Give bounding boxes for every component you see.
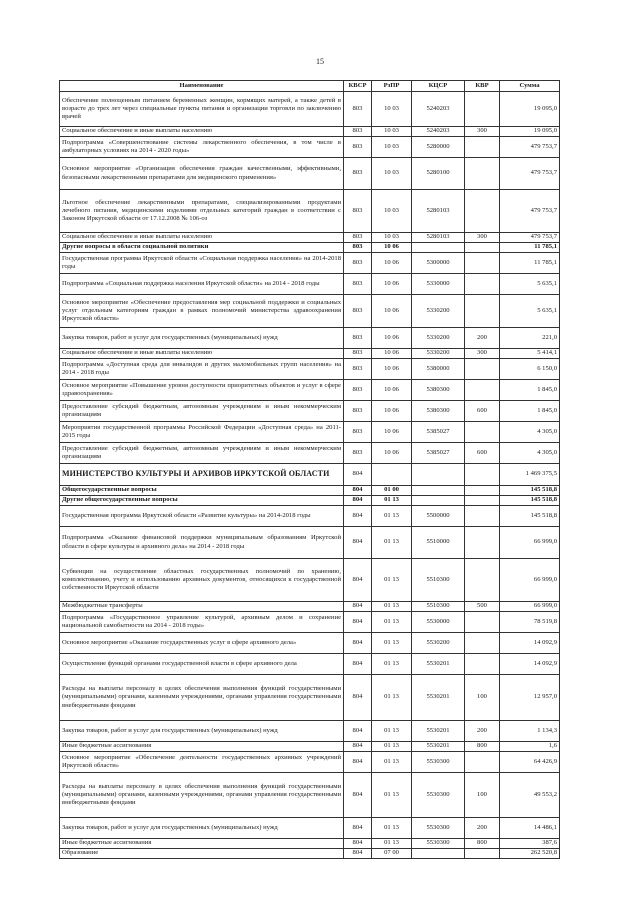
row-rzpr: 10 06 bbox=[372, 295, 412, 328]
row-sum: 64 426,9 bbox=[500, 752, 560, 773]
row-rzpr: 01 13 bbox=[372, 721, 412, 742]
row-rzpr: 10 06 bbox=[372, 328, 412, 349]
row-name: Льготное обеспечение лекарственными препаратами, специализированными продуктами лечебного питания, медицинскими изделиями отдельных категорий граждан в соответствии с Законом Иркутской области от 17.12.2008 № 106-оз bbox=[60, 190, 344, 233]
row-kvsr: 804 bbox=[344, 752, 372, 773]
row-rzpr: 10 03 bbox=[372, 190, 412, 233]
row-kcsr: 5330200 bbox=[412, 349, 465, 359]
row-kvsr: 804 bbox=[344, 742, 372, 752]
row-kvsr: 803 bbox=[344, 328, 372, 349]
row-kvsr: 803 bbox=[344, 274, 372, 295]
row-kvsr: 804 bbox=[344, 496, 372, 506]
row-kvr: 600 bbox=[465, 401, 500, 422]
row-name: Субвенции на осуществление областных государственных полномочий по хранению, комплектованию, учету и использованию архивных документов, относящихся к государственной собственности Иркутской области bbox=[60, 559, 344, 602]
row-kvr: 200 bbox=[465, 818, 500, 839]
row-kvsr: 804 bbox=[344, 612, 372, 633]
row-sum: 14 092,9 bbox=[500, 654, 560, 675]
row-kcsr: 5530000 bbox=[412, 612, 465, 633]
row-name: Основное мероприятие «Повышение уровня доступности приоритетных объектов и услуг в сфере здравоохранения» bbox=[60, 380, 344, 401]
row-name: Социальное обеспечение и иные выплаты населению bbox=[60, 233, 344, 243]
row-rzpr: 10 03 bbox=[372, 92, 412, 127]
row-kvsr: 803 bbox=[344, 401, 372, 422]
row-kvsr: 803 bbox=[344, 233, 372, 243]
row-name: Подпрограмма «Государственное управление культурой, архивным делом и сохранение национальной самобытности на 2014 - 2018 годы» bbox=[60, 612, 344, 633]
table-row bbox=[60, 359, 560, 380]
row-kvr bbox=[465, 506, 500, 527]
table-row bbox=[60, 818, 560, 839]
row-kvr: 300 bbox=[465, 233, 500, 243]
row-kvsr: 804 bbox=[344, 839, 372, 849]
row-kvsr: 803 bbox=[344, 422, 372, 443]
row-kvsr: 803 bbox=[344, 295, 372, 328]
row-name: Мероприятия государственной программы Российской Федерации «Доступная среда» на 2011-2015 годы bbox=[60, 422, 344, 443]
row-sum: 11 785,1 bbox=[500, 243, 560, 253]
row-rzpr: 10 03 bbox=[372, 137, 412, 158]
row-rzpr: 01 13 bbox=[372, 742, 412, 752]
row-rzpr: 01 13 bbox=[372, 496, 412, 506]
row-kvsr: 804 bbox=[344, 464, 372, 486]
table-row bbox=[60, 274, 560, 295]
row-kcsr: 5380000 bbox=[412, 359, 465, 380]
row-kvsr: 804 bbox=[344, 506, 372, 527]
row-name: Социальное обеспечение и иные выплаты населению bbox=[60, 127, 344, 137]
header-rzpr: РзПР bbox=[372, 81, 412, 92]
row-kvr bbox=[465, 752, 500, 773]
table-row bbox=[60, 137, 560, 158]
row-sum: 1 845,0 bbox=[500, 380, 560, 401]
row-kvsr: 803 bbox=[344, 137, 372, 158]
row-kvr bbox=[465, 359, 500, 380]
row-kvr: 100 bbox=[465, 773, 500, 818]
row-kcsr: 5380300 bbox=[412, 401, 465, 422]
table-row bbox=[60, 349, 560, 359]
row-sum: 12 957,0 bbox=[500, 675, 560, 721]
row-kvr bbox=[465, 486, 500, 496]
row-name: Обеспечение полноценным питанием беременных женщин, кормящих матерей, а также детей в возрасте до трех лет через специальные пункты питания и организации торговли по заключению врачей bbox=[60, 92, 344, 127]
row-kvsr: 804 bbox=[344, 602, 372, 612]
table-row bbox=[60, 233, 560, 243]
row-sum: 1 469 375,5 bbox=[500, 464, 560, 486]
row-sum: 1 134,3 bbox=[500, 721, 560, 742]
row-rzpr: 01 13 bbox=[372, 839, 412, 849]
row-name: Основное мероприятие «Организация обеспечения граждан качественными, эффективными, безопасными лекарственными препаратами для медицинского применения» bbox=[60, 158, 344, 190]
header-kcsr: КЦСР bbox=[412, 81, 465, 92]
row-kvr: 200 bbox=[465, 721, 500, 742]
row-kvr: 800 bbox=[465, 742, 500, 752]
table-row bbox=[60, 380, 560, 401]
row-sum: 221,0 bbox=[500, 328, 560, 349]
row-sum: 14 092,9 bbox=[500, 633, 560, 654]
row-kvr: 300 bbox=[465, 127, 500, 137]
table-row bbox=[60, 486, 560, 496]
row-kcsr: 5330200 bbox=[412, 295, 465, 328]
table-row bbox=[60, 849, 560, 859]
row-sum: 66 999,0 bbox=[500, 527, 560, 559]
row-kvr bbox=[465, 190, 500, 233]
row-name: Осуществление функций органами государственной власти в сфере архивного дела bbox=[60, 654, 344, 675]
row-kvr bbox=[465, 496, 500, 506]
row-kvsr: 803 bbox=[344, 349, 372, 359]
row-rzpr: 10 06 bbox=[372, 401, 412, 422]
row-kvr bbox=[465, 243, 500, 253]
row-kcsr: 5500000 bbox=[412, 506, 465, 527]
row-kcsr: 5280103 bbox=[412, 190, 465, 233]
table-row bbox=[60, 496, 560, 506]
row-sum: 145 518,8 bbox=[500, 486, 560, 496]
row-rzpr: 01 13 bbox=[372, 654, 412, 675]
row-kcsr: 5530201 bbox=[412, 742, 465, 752]
row-sum: 78 519,8 bbox=[500, 612, 560, 633]
row-kvr bbox=[465, 422, 500, 443]
table-row bbox=[60, 633, 560, 654]
row-sum: 479 753,7 bbox=[500, 137, 560, 158]
row-kvr: 600 bbox=[465, 443, 500, 464]
row-kvr bbox=[465, 559, 500, 602]
row-name: Предоставление субсидий бюджетным, автономным учреждениям и иным некоммерческим организациям bbox=[60, 443, 344, 464]
table-row bbox=[60, 401, 560, 422]
row-kcsr: 5300000 bbox=[412, 253, 465, 274]
row-sum: 145 518,8 bbox=[500, 506, 560, 527]
row-rzpr bbox=[372, 464, 412, 486]
table-row bbox=[60, 328, 560, 349]
row-name: Закупка товаров, работ и услуг для государственных (муниципальных) нужд bbox=[60, 328, 344, 349]
row-kcsr: 5530300 bbox=[412, 773, 465, 818]
table-header-row bbox=[60, 81, 560, 92]
row-kvr bbox=[465, 295, 500, 328]
row-name: Подпрограмма «Доступная среда для инвалидов и других маломобильных групп населения» на 2014 - 2018 годы bbox=[60, 359, 344, 380]
row-kcsr: 5280000 bbox=[412, 137, 465, 158]
row-kvsr: 804 bbox=[344, 721, 372, 742]
row-name: Основное мероприятие «Обеспечение предоставления мер социальной поддержки и социальных услуг отдельным категориям граждан в рамках полномочий министерства здравоохранения Иркутской области» bbox=[60, 295, 344, 328]
row-rzpr: 01 13 bbox=[372, 675, 412, 721]
row-name: Основное мероприятие «Оказание государственных услуг в сфере архивного дела» bbox=[60, 633, 344, 654]
row-rzpr: 01 13 bbox=[372, 559, 412, 602]
table-row bbox=[60, 752, 560, 773]
row-name: Межбюджетные трансферты bbox=[60, 602, 344, 612]
row-rzpr: 01 13 bbox=[372, 633, 412, 654]
row-name: Подпрограмма «Совершенствование системы лекарственного обеспечения, в том числе в амбулаторных условиях на 2014 - 2020 годы» bbox=[60, 137, 344, 158]
row-sum: 262 520,8 bbox=[500, 849, 560, 859]
table-row bbox=[60, 127, 560, 137]
row-rzpr: 10 03 bbox=[372, 233, 412, 243]
row-kcsr bbox=[412, 496, 465, 506]
row-kcsr: 5530201 bbox=[412, 675, 465, 721]
row-kvsr: 803 bbox=[344, 443, 372, 464]
row-name: Закупка товаров, работ и услуг для государственных (муниципальных) нужд bbox=[60, 818, 344, 839]
row-rzpr: 01 13 bbox=[372, 612, 412, 633]
row-kcsr: 5280100 bbox=[412, 158, 465, 190]
row-name: Образование bbox=[60, 849, 344, 859]
row-rzpr: 10 06 bbox=[372, 349, 412, 359]
row-rzpr: 10 06 bbox=[372, 253, 412, 274]
row-kcsr: 5530300 bbox=[412, 818, 465, 839]
row-rzpr: 10 06 bbox=[372, 274, 412, 295]
header-kvsr: КВСР bbox=[344, 81, 372, 92]
header-name: Наименование bbox=[60, 81, 344, 92]
row-kvr bbox=[465, 380, 500, 401]
row-kcsr: 5530300 bbox=[412, 839, 465, 849]
row-sum: 19 095,0 bbox=[500, 127, 560, 137]
row-kvr bbox=[465, 612, 500, 633]
row-kvr bbox=[465, 464, 500, 486]
page-number: 15 bbox=[316, 57, 324, 66]
row-kvsr: 804 bbox=[344, 527, 372, 559]
row-kcsr: 5380300 bbox=[412, 380, 465, 401]
row-rzpr: 01 00 bbox=[372, 486, 412, 496]
row-rzpr: 07 00 bbox=[372, 849, 412, 859]
row-name: Подпрограмма «Оказание финансовой поддержки муниципальным образованиям Иркутской области в сфере культуры и архивного дела» на 2014 - 2018 годы bbox=[60, 527, 344, 559]
row-rzpr: 01 13 bbox=[372, 506, 412, 527]
row-kvr bbox=[465, 92, 500, 127]
row-name: МИНИСТЕРСТВО КУЛЬТУРЫ И АРХИВОВ ИРКУТСКОЙ ОБЛАСТИ bbox=[60, 464, 344, 486]
header-sum: Сумма bbox=[500, 81, 560, 92]
row-kvr bbox=[465, 527, 500, 559]
row-name: Другие общегосударственные вопросы bbox=[60, 496, 344, 506]
row-kvsr: 803 bbox=[344, 359, 372, 380]
table-row bbox=[60, 559, 560, 602]
row-sum: 479 753,7 bbox=[500, 158, 560, 190]
row-rzpr: 01 13 bbox=[372, 752, 412, 773]
row-name: Подпрограмма «Социальная поддержка населения Иркутской области» на 2014 - 2018 годы bbox=[60, 274, 344, 295]
row-kcsr: 5530300 bbox=[412, 752, 465, 773]
row-kvsr: 804 bbox=[344, 486, 372, 496]
row-kcsr bbox=[412, 243, 465, 253]
row-kvsr: 804 bbox=[344, 849, 372, 859]
row-kvr: 500 bbox=[465, 602, 500, 612]
table-row bbox=[60, 773, 560, 818]
row-name: Государственная программа Иркутской области «Социальная поддержка населения» на 2014-2018 годы bbox=[60, 253, 344, 274]
table-row bbox=[60, 190, 560, 233]
table-row bbox=[60, 253, 560, 274]
row-name: Общегосударственные вопросы bbox=[60, 486, 344, 496]
row-rzpr: 10 03 bbox=[372, 127, 412, 137]
table-row bbox=[60, 527, 560, 559]
row-kcsr bbox=[412, 849, 465, 859]
table-row bbox=[60, 654, 560, 675]
row-rzpr: 10 06 bbox=[372, 422, 412, 443]
row-rzpr: 01 13 bbox=[372, 527, 412, 559]
row-kvsr: 803 bbox=[344, 92, 372, 127]
row-kvr: 100 bbox=[465, 675, 500, 721]
row-kcsr: 5385027 bbox=[412, 422, 465, 443]
row-kcsr: 5240203 bbox=[412, 92, 465, 127]
row-kcsr: 5240203 bbox=[412, 127, 465, 137]
row-sum: 5 635,1 bbox=[500, 295, 560, 328]
row-kvr bbox=[465, 274, 500, 295]
row-sum: 66 999,0 bbox=[500, 602, 560, 612]
row-kvsr: 803 bbox=[344, 190, 372, 233]
table-row bbox=[60, 158, 560, 190]
row-kvr bbox=[465, 253, 500, 274]
row-sum: 1,6 bbox=[500, 742, 560, 752]
row-rzpr: 01 13 bbox=[372, 773, 412, 818]
row-sum: 19 095,0 bbox=[500, 92, 560, 127]
row-kvsr: 803 bbox=[344, 158, 372, 190]
row-name: Иные бюджетные ассигнования bbox=[60, 839, 344, 849]
row-sum: 4 305,0 bbox=[500, 443, 560, 464]
row-name: Закупка товаров, работ и услуг для государственных (муниципальных) нужд bbox=[60, 721, 344, 742]
table-row bbox=[60, 464, 560, 486]
row-kcsr: 5510000 bbox=[412, 527, 465, 559]
row-rzpr: 10 06 bbox=[372, 359, 412, 380]
row-sum: 5 414,1 bbox=[500, 349, 560, 359]
row-kcsr: 5510300 bbox=[412, 559, 465, 602]
row-kvr bbox=[465, 849, 500, 859]
row-name: Расходы на выплаты персоналу в целях обеспечения выполнения функций государственными (муниципальными) органами, казенными учреждениями, органами управления государственными внебюджетными фондами bbox=[60, 675, 344, 721]
row-name: Основное мероприятие «Обеспечение деятельности государственных архивных учреждений Иркутской области» bbox=[60, 752, 344, 773]
header-kvr: КВР bbox=[465, 81, 500, 92]
row-sum: 4 305,0 bbox=[500, 422, 560, 443]
row-rzpr: 10 06 bbox=[372, 380, 412, 401]
row-kvsr: 804 bbox=[344, 559, 372, 602]
row-sum: 479 753,7 bbox=[500, 233, 560, 243]
row-rzpr: 10 06 bbox=[372, 443, 412, 464]
table-row bbox=[60, 839, 560, 849]
row-name: Другие вопросы в области социальной политики bbox=[60, 243, 344, 253]
table-row bbox=[60, 422, 560, 443]
row-name: Социальное обеспечение и иные выплаты населению bbox=[60, 349, 344, 359]
row-kcsr: 5330200 bbox=[412, 328, 465, 349]
row-kvsr: 804 bbox=[344, 633, 372, 654]
row-kvsr: 803 bbox=[344, 243, 372, 253]
row-kvr bbox=[465, 158, 500, 190]
row-sum: 14 486,1 bbox=[500, 818, 560, 839]
row-rzpr: 01 13 bbox=[372, 602, 412, 612]
row-rzpr: 10 03 bbox=[372, 158, 412, 190]
row-kvsr: 803 bbox=[344, 127, 372, 137]
table-row bbox=[60, 243, 560, 253]
table-row bbox=[60, 742, 560, 752]
row-kcsr: 5280103 bbox=[412, 233, 465, 243]
row-rzpr: 01 13 bbox=[372, 818, 412, 839]
row-sum: 6 150,0 bbox=[500, 359, 560, 380]
row-kvsr: 803 bbox=[344, 253, 372, 274]
row-kvsr: 804 bbox=[344, 675, 372, 721]
table-row bbox=[60, 92, 560, 127]
row-name: Иные бюджетные ассигнования bbox=[60, 742, 344, 752]
row-kcsr: 5330000 bbox=[412, 274, 465, 295]
row-kcsr bbox=[412, 486, 465, 496]
table-row bbox=[60, 612, 560, 633]
row-sum: 49 553,2 bbox=[500, 773, 560, 818]
table-row bbox=[60, 295, 560, 328]
table-row bbox=[60, 602, 560, 612]
row-kvsr: 803 bbox=[344, 380, 372, 401]
row-kvr: 800 bbox=[465, 839, 500, 849]
table-row bbox=[60, 443, 560, 464]
row-kvr: 200 bbox=[465, 328, 500, 349]
row-kcsr bbox=[412, 464, 465, 486]
row-kcsr: 5530201 bbox=[412, 654, 465, 675]
table-row bbox=[60, 721, 560, 742]
row-sum: 11 785,1 bbox=[500, 253, 560, 274]
row-kvr bbox=[465, 633, 500, 654]
budget-table bbox=[59, 80, 560, 859]
row-sum: 66 999,0 bbox=[500, 559, 560, 602]
row-sum: 479 753,7 bbox=[500, 190, 560, 233]
row-kvsr: 804 bbox=[344, 818, 372, 839]
row-sum: 145 518,8 bbox=[500, 496, 560, 506]
row-sum: 5 635,1 bbox=[500, 274, 560, 295]
row-rzpr: 10 06 bbox=[372, 243, 412, 253]
table-row bbox=[60, 506, 560, 527]
row-kcsr: 5510300 bbox=[412, 602, 465, 612]
row-sum: 387,6 bbox=[500, 839, 560, 849]
row-kvr bbox=[465, 654, 500, 675]
row-kcsr: 5530200 bbox=[412, 633, 465, 654]
row-name: Предоставление субсидий бюджетным, автономным учреждениям и иным некоммерческим организациям bbox=[60, 401, 344, 422]
row-kvsr: 804 bbox=[344, 654, 372, 675]
row-kcsr: 5385027 bbox=[412, 443, 465, 464]
table-row bbox=[60, 675, 560, 721]
row-kvsr: 804 bbox=[344, 773, 372, 818]
row-sum: 1 845,0 bbox=[500, 401, 560, 422]
row-name: Государственная программа Иркутской области «Развитие культуры» на 2014-2018 годы bbox=[60, 506, 344, 527]
row-kvr bbox=[465, 137, 500, 158]
row-kcsr: 5530201 bbox=[412, 721, 465, 742]
row-name: Расходы на выплаты персоналу в целях обеспечения выполнения функций государственными (муниципальными) органами, казенными учреждениями, органами управления государственными внебюджетными фондами bbox=[60, 773, 344, 818]
row-kvr: 300 bbox=[465, 349, 500, 359]
